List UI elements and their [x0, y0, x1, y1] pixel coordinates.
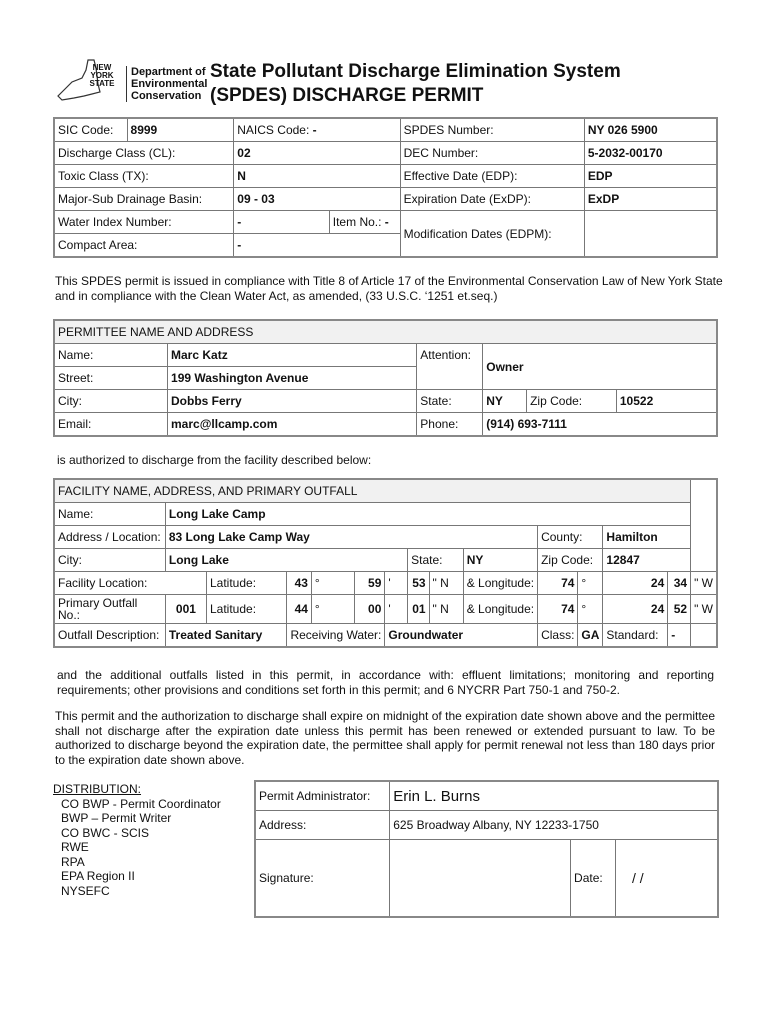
- longitude-label: & Longitude:: [463, 595, 537, 624]
- edp-label: Effective Date (EDP):: [400, 165, 584, 188]
- out-lat-min: 00: [354, 595, 385, 624]
- out-lat-dir: " N: [429, 595, 463, 624]
- toxic-class-value: N: [234, 165, 400, 188]
- facility-table: [53, 478, 718, 648]
- compact-area-label: Compact Area:: [54, 234, 234, 258]
- standard-value: -: [668, 624, 691, 648]
- distribution-item: RPA: [61, 854, 85, 869]
- facility-name-value: Long Lake Camp: [165, 503, 690, 526]
- loc-lat-dir: " N: [429, 572, 463, 595]
- naics-value: -: [312, 123, 317, 137]
- discharge-class-value: 02: [234, 142, 400, 165]
- distribution-list: [53, 782, 221, 898]
- logo-state-line: NEW: [92, 63, 112, 72]
- phone-label: Phone:: [417, 413, 483, 437]
- distribution-item: NYSEFC: [61, 883, 110, 898]
- exdp-label: Expiration Date (ExDP):: [400, 188, 584, 211]
- min-symbol: ': [385, 572, 408, 595]
- modification-dates-label: Modification Dates (EDPM):: [400, 211, 584, 258]
- date-field[interactable]: / /: [615, 840, 718, 918]
- signature-label: Signature:: [255, 840, 390, 918]
- exdp-value: ExDP: [584, 188, 717, 211]
- intro-paragraph: This SPDES permit is issued in compliance with Title 8 of Article 17 of the Environmental Conservation Law of New York State and in compliance with the Clean Water Act, as amended, (33 U.S.C. ‘1251 et.seq.): [55, 274, 723, 303]
- sic-value: 8999: [127, 118, 234, 142]
- state-label: State:: [417, 390, 483, 413]
- logo-dept-text: [126, 66, 207, 102]
- distribution-item: RWE: [61, 840, 89, 854]
- logo-state-line: STATE: [89, 79, 115, 88]
- out-lon-dir: " W: [691, 595, 717, 624]
- expiration-paragraph: This permit and the authorization to discharge shall expire on midnight of the expiration date shown above and the permittee shall not discharge after the expiration date unless this permit has been renewed or extended pursuant to law. To be authorized to discharge beyond the expiration date, the permittee shall apply for permit renewal not less than 180 days prior to the expiration date shown above.: [55, 709, 715, 767]
- water-index-label: Water Index Number:: [54, 211, 234, 234]
- min-symbol: ': [385, 595, 408, 624]
- facility-city-label: City:: [54, 549, 165, 572]
- water-index-value: -: [234, 211, 330, 234]
- facility-state-value: NY: [463, 549, 537, 572]
- street-value: 199 Washington Avenue: [168, 367, 417, 390]
- admin-address-label: Address:: [255, 811, 390, 840]
- out-lat-deg: 44: [287, 595, 311, 624]
- administrator-table: [254, 780, 719, 918]
- logo-state-text: [88, 64, 116, 88]
- county-value: Hamilton: [603, 526, 691, 549]
- spdes-label: SPDES Number:: [400, 118, 584, 142]
- loc-lat-deg: 43: [287, 572, 311, 595]
- standard-label: Standard:: [603, 624, 668, 648]
- distribution-item: BWP – Permit Writer: [61, 811, 172, 825]
- deg-symbol: °: [578, 572, 603, 595]
- logo-dept-line: Environmental: [131, 78, 208, 90]
- facility-state-label: State:: [408, 549, 464, 572]
- primary-outfall-value: 001: [165, 595, 206, 624]
- basin-label: Major-Sub Drainage Basin:: [54, 188, 234, 211]
- loc-lon-deg: 74: [538, 572, 578, 595]
- county-label: County:: [538, 526, 603, 549]
- facility-name-label: Name:: [54, 503, 165, 526]
- permit-administrator-value: Erin L. Burns: [390, 781, 718, 811]
- date-label: Date:: [571, 840, 616, 918]
- primary-outfall-label: Primary Outfall No.:: [54, 595, 165, 624]
- loc-lat-min: 59: [354, 572, 385, 595]
- page-title: [210, 60, 621, 108]
- sic-label: SIC Code:: [54, 118, 127, 142]
- edp-value: EDP: [584, 165, 717, 188]
- out-lon-sec: 52: [668, 595, 691, 624]
- class-label: Class:: [538, 624, 578, 648]
- permittee-table: [53, 319, 718, 437]
- compact-area-value: -: [234, 234, 400, 258]
- zip-label: Zip Code:: [527, 390, 617, 413]
- item-value: -: [384, 215, 389, 229]
- outfall-description-value: Treated Sanitary: [165, 624, 287, 648]
- deg-symbol: °: [578, 595, 603, 624]
- deg-symbol: °: [311, 572, 354, 595]
- signature-field[interactable]: [390, 840, 571, 918]
- latitude-label: Latitude:: [207, 572, 287, 595]
- spdes-value: NY 026 5900: [584, 118, 717, 142]
- state-value: NY: [483, 390, 527, 413]
- dec-logo: [54, 58, 208, 108]
- outfall-description-label: Outfall Description:: [54, 624, 165, 648]
- logo-dept-line: Conservation: [131, 90, 202, 102]
- distribution-item: CO BWC - SCIS: [61, 825, 150, 840]
- out-lat-sec: 01: [408, 595, 429, 624]
- additional-outfalls-paragraph: and the additional outfalls listed in this permit, in accordance with: effluent limitations; monitoring and reporting requirements; other provisions and conditions set forth in this permit; and 6 NYCRR Part 750-1 and 750-2.: [57, 668, 714, 697]
- out-lon-deg: 74: [538, 595, 578, 624]
- email-label: Email:: [54, 413, 168, 437]
- facility-heading: FACILITY NAME, ADDRESS, AND PRIMARY OUTFALL: [54, 479, 691, 503]
- permittee-name-value: Marc Katz: [168, 344, 417, 367]
- facility-zip-value: 12847: [603, 549, 691, 572]
- attention-label: Attention:: [417, 344, 483, 390]
- authorized-text: is authorized to discharge from the facility described below:: [57, 453, 372, 467]
- distribution-item: EPA Region II: [61, 869, 135, 883]
- logo-state-line: YORK: [90, 71, 114, 80]
- item-label: Item No.:: [332, 215, 382, 229]
- facility-address-label: Address / Location:: [54, 526, 165, 549]
- naics-label: NAICS Code:: [237, 123, 310, 137]
- deg-symbol: °: [311, 595, 354, 624]
- basin-value: 09 - 03: [234, 188, 400, 211]
- permit-administrator-label: Permit Administrator:: [255, 781, 390, 811]
- facility-address-value: 83 Long Lake Camp Way: [165, 526, 537, 549]
- city-label: City:: [54, 390, 168, 413]
- permittee-name-label: Name:: [54, 344, 168, 367]
- email-value: marc@llcamp.com: [168, 413, 417, 437]
- out-lon-min: 24: [603, 595, 668, 624]
- distribution-heading: DISTRIBUTION:: [53, 782, 142, 796]
- receiving-water-value: Groundwater: [385, 624, 538, 648]
- facility-city-value: Long Lake: [165, 549, 407, 572]
- attention-value: Owner: [483, 344, 717, 390]
- facility-location-label: Facility Location:: [54, 572, 207, 595]
- loc-lat-sec: 53: [408, 572, 429, 595]
- admin-address-value: 625 Broadway Albany, NY 12233-1750: [390, 811, 718, 840]
- distribution-item: CO BWP - Permit Coordinator: [61, 796, 221, 811]
- class-value: GA: [578, 624, 603, 648]
- latitude-label: Latitude:: [207, 595, 287, 624]
- phone-value: (914) 693-7111: [483, 413, 717, 437]
- street-label: Street:: [54, 367, 168, 390]
- city-value: Dobbs Ferry: [168, 390, 417, 413]
- dec-value: 5-2032-00170: [584, 142, 717, 165]
- loc-lon-dir: " W: [691, 572, 717, 595]
- title-line-1: State Pollutant Discharge Elimination System: [210, 61, 621, 82]
- dec-label: DEC Number:: [400, 142, 584, 165]
- zip-value: 10522: [616, 390, 717, 413]
- receiving-water-label: Receiving Water:: [287, 624, 385, 648]
- loc-lon-min: 24: [603, 572, 668, 595]
- permittee-heading: PERMITTEE NAME AND ADDRESS: [54, 320, 717, 344]
- title-line-2: (SPDES) DISCHARGE PERMIT: [210, 85, 484, 106]
- longitude-label: & Longitude:: [463, 572, 537, 595]
- logo-dept-line: Department of: [131, 66, 206, 78]
- facility-zip-label: Zip Code:: [538, 549, 603, 572]
- permit-info-table: [53, 117, 718, 258]
- toxic-class-label: Toxic Class (TX):: [54, 165, 234, 188]
- loc-lon-sec: 34: [668, 572, 691, 595]
- modification-dates-value: [584, 211, 717, 258]
- discharge-class-label: Discharge Class (CL):: [54, 142, 234, 165]
